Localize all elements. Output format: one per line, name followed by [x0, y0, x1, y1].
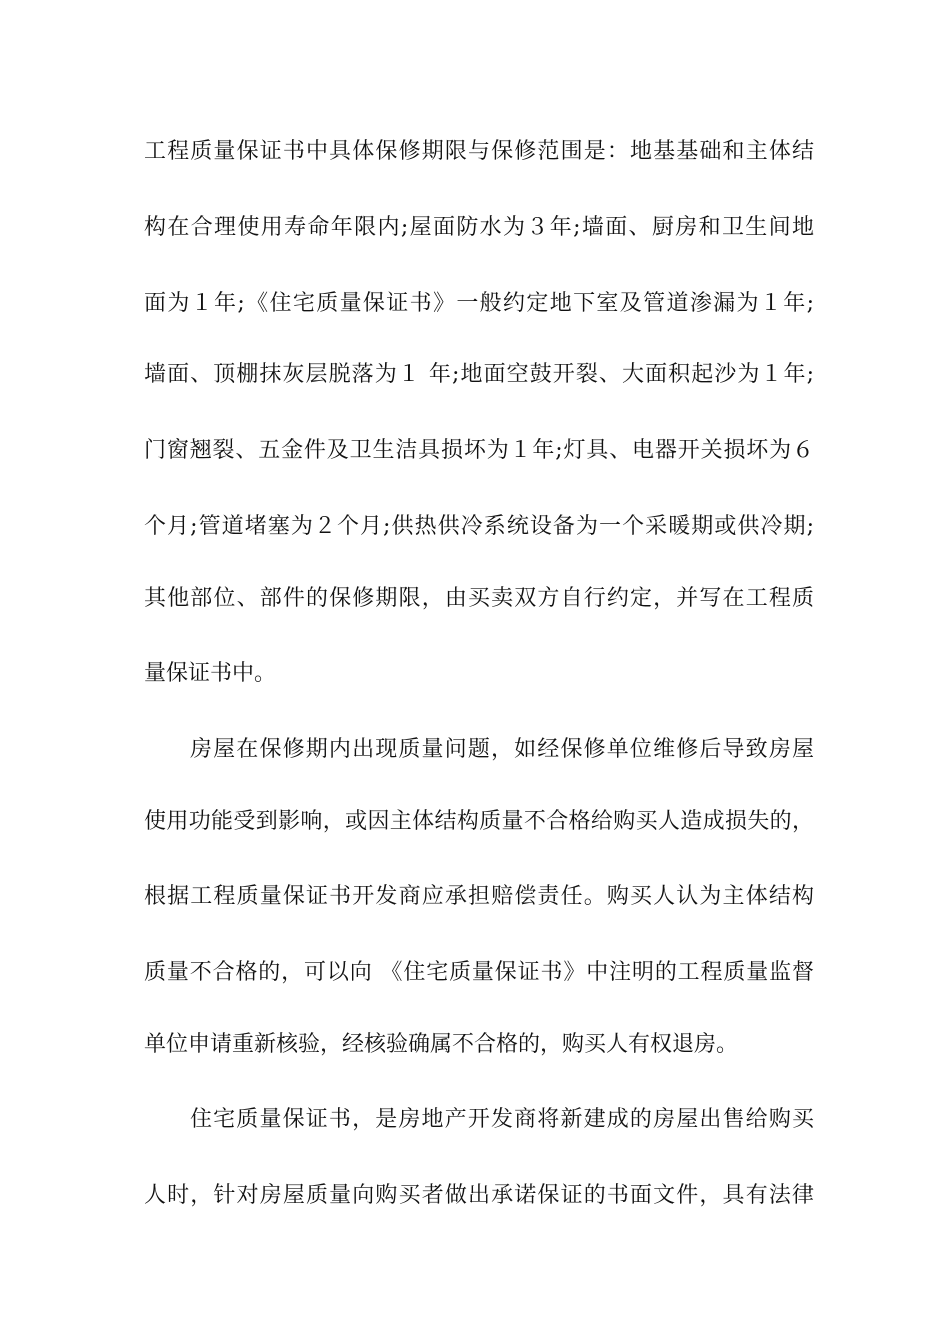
paragraph-1-line-5: 门窗翘裂、五金件及卫生洁具损坏为１年;灯具、电器开关损坏为６ — [144, 438, 814, 463]
paragraph-2-line-3: 根据工程质量保证书开发商应承担赔偿责任。购买人认为主体结构 — [144, 884, 814, 909]
paragraph-3-line-1: 住宅质量保证书，是房地产开发商将新建成的房屋出售给购买 — [190, 1107, 814, 1132]
paragraph-3-line-2: 人时，针对房屋质量向购买者做出承诺保证的书面文件，具有法律 — [144, 1183, 814, 1208]
paragraph-1-line-1: 工程质量保证书中具体保修期限与保修范围是：地基基础和主体结 — [144, 139, 814, 164]
paragraph-1-line-7: 其他部位、部件的保修期限，由买卖双方自行约定，并写在工程质 — [144, 586, 814, 611]
paragraph-2-line-1: 房屋在保修期内出现质量问题，如经保修单位维修后导致房屋 — [190, 737, 814, 762]
paragraph-1-line-3: 面为１年;《住宅质量保证书》一般约定地下室及管道渗漏为１年; — [144, 291, 814, 316]
paragraph-1-line-2: 构在合理使用寿命年限内;屋面防水为３年;墙面、厨房和卫生间地 — [144, 215, 814, 240]
paragraph-2-line-2: 使用功能受到影响，或因主体结构质量不合格给购买人造成损失的， — [144, 809, 814, 834]
paragraph-2-line-4: 质量不合格的，可以向 《住宅质量保证书》中注明的工程质量监督 — [144, 960, 814, 985]
paragraph-1-line-6: 个月;管道堵塞为２个月;供热供冷系统设备为一个采暖期或供冷期; — [144, 514, 814, 539]
paragraph-1-line-8: 量保证书中。 — [144, 661, 277, 686]
paragraph-1-line-4: 墙面、顶棚抹灰层脱落为１ 年;地面空鼓开裂、大面积起沙为１年; — [144, 362, 814, 387]
paragraph-2-line-5: 单位申请重新核验，经核验确属不合格的，购买人有权退房。 — [144, 1032, 739, 1057]
